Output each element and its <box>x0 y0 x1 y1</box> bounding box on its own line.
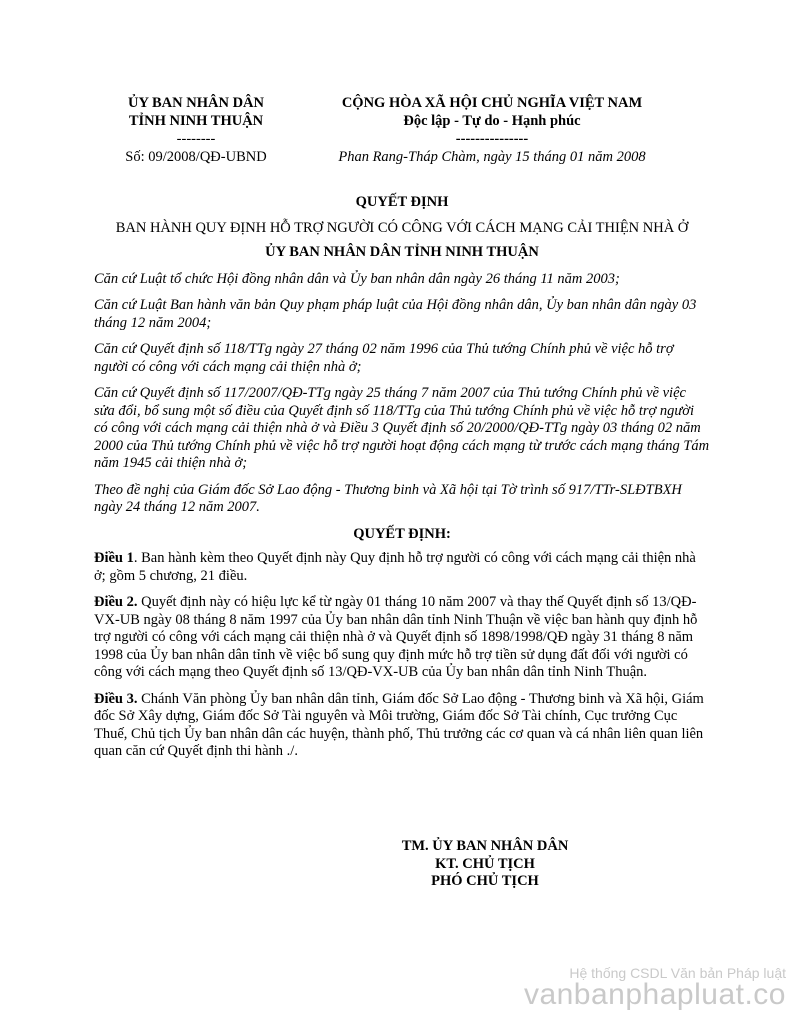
article-2 <box>94 594 710 682</box>
article-2-text: Quyết định này có hiệu lực kể từ ngày 01 tháng 10 năm 2007 và thay thế Quyết định số 13/QĐ-VX-UB ngày 08 tháng 8 năm 1997 của Ủy ban nhân dân tỉnh Ninh Thuận về việc ban hành quy định hỗ trợ người có công với cách mạng cải thiện nhà ở và Quyết định số 1898/1998/QĐ ngày 31 tháng 8 năm 1998 của Ủy ban nhân dân tỉnh về việc bổ sung quy định mức hỗ trợ tiền sử dụng đất đối với người có công với cách mạng theo Quyết định số 13/QĐ-VX-UB của Ủy ban nhân dân tỉnh Ninh Thuận. <box>94 594 698 680</box>
document-body <box>94 194 710 770</box>
watermark-caption: Hệ thống CSDL Văn bản Pháp luật <box>569 965 786 981</box>
legal-basis-1: Căn cứ Luật tổ chức Hội đồng nhân dân và Ủy ban nhân dân ngày 26 tháng 11 năm 2003; <box>94 270 620 287</box>
national-separator: --------------- <box>455 131 529 147</box>
article-3-label: Điều 3. <box>94 690 138 707</box>
signature-block <box>370 838 600 891</box>
national-motto: Độc lập - Tự do - Hạnh phúc <box>403 113 581 129</box>
signature-line-1: TM. ỦY BAN NHÂN DÂN <box>401 838 569 854</box>
article-1-text: . Ban hành kèm theo Quyết định này Quy định hỗ trợ người có công với cách mạng cải thiện nhà ở; gồm 5 chương, 21 điều. <box>94 550 696 584</box>
issuing-authority: ỦY BAN NHÂN DÂN TỈNH NINH THUẬN <box>265 244 539 260</box>
watermark-site: vanbanphapluat.co <box>523 978 786 1011</box>
article-3 <box>94 691 710 761</box>
article-3-text: Chánh Văn phòng Ủy ban nhân dân tỉnh, Giám đốc Sở Lao động - Thương binh và Xã hội, Giám đốc Sở Xây dựng, Giám đốc Sở Tài nguyên và Môi trường, Giám đốc Sở Tài chính, Cục trưởng Cục Thuế, Chủ tịch Ủy ban nhân dân các huyện, thành phố, Thủ trưởng các cơ quan và cá nhân liên quan liên quan căn cứ Quyết định thi hành ./. <box>94 690 704 759</box>
document-type: QUYẾT ĐỊNH <box>355 194 449 210</box>
article-1 <box>94 550 710 585</box>
place-date: Phan Rang-Tháp Chàm, ngày 15 tháng 01 năm 2008 <box>338 149 646 165</box>
article-1-label: Điều 1 <box>94 550 134 566</box>
legal-basis-3: Căn cứ Quyết định số 118/TTg ngày 27 tháng 02 năm 1996 của Thủ tướng Chính phủ về việc hỗ trợ người có công với cách mạng cải thiện nhà ở; <box>94 341 674 375</box>
issuer-separator: -------- <box>176 131 216 147</box>
national-title: CỘNG HÒA XÃ HỘI CHỦ NGHĨA VIỆT NAM <box>341 95 643 111</box>
issuer-block <box>104 94 288 166</box>
article-2-label: Điều 2. <box>94 594 138 610</box>
legal-basis-4: Căn cứ Quyết định số 117/2007/QĐ-TTg ngày 25 tháng 7 năm 2007 của Thủ tướng Chính phủ về việc sửa đổi, bổ sung một số điều của Quyết định số 118/TTg của Thủ tướng Chính phủ về việc hỗ trợ người có công với cách mạng cải thiện nhà ở và Điều 3 Quyết định số 20/2000/QĐ-TTg ngày 03 tháng 02 năm 2000 của Thủ tướng Chính phủ về việc hỗ trợ người hoạt động cách mạng từ trước cách mạng tháng Tám năm 1945 cải thiện nhà ở; <box>94 385 710 471</box>
signature-line-3: PHÓ CHỦ TỊCH <box>431 873 539 889</box>
issuer-name: ỦY BAN NHÂN DÂN <box>127 95 264 111</box>
national-block <box>312 94 672 166</box>
legal-basis-2: Căn cứ Luật Ban hành văn bản Quy phạm pháp luật của Hội đồng nhân dân, Ủy ban nhân dân ngày 03 tháng 12 năm 2004; <box>94 297 697 331</box>
decision-heading: QUYẾT ĐỊNH: <box>353 525 451 542</box>
signature-line-2: KT. CHỦ TỊCH <box>435 855 535 872</box>
document-subject: BAN HÀNH QUY ĐỊNH HỖ TRỢ NGƯỜI CÓ CÔNG VỚI CÁCH MẠNG CẢI THIỆN NHÀ Ở <box>115 219 689 236</box>
document-number: Số: 09/2008/QĐ-UBND <box>125 149 267 165</box>
legal-basis-5: Theo đề nghị của Giám đốc Sở Lao động - Thương binh và Xã hội tại Tờ trình số 917/TTr-SLĐTBXH ngày 24 tháng 12 năm 2007. <box>94 481 682 515</box>
issuer-province: TỈNH NINH THUẬN <box>128 113 264 129</box>
document-header <box>0 94 800 174</box>
